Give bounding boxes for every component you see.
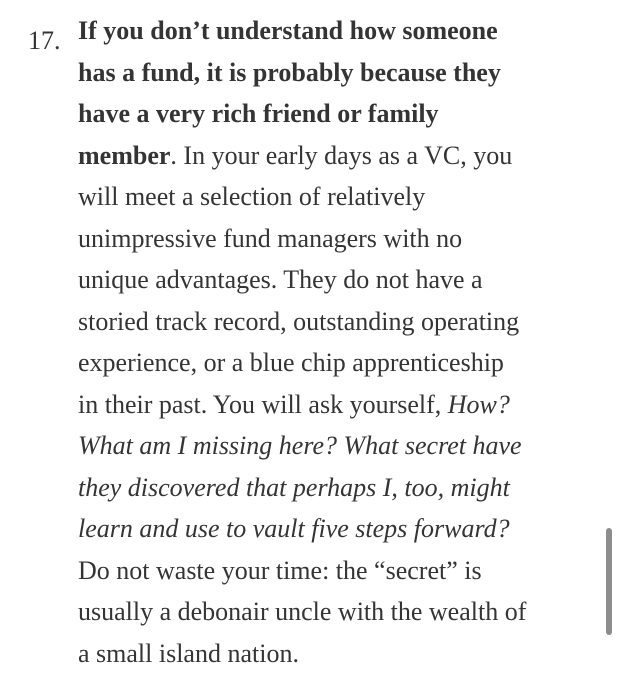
- text-line: [78, 301, 588, 343]
- text-segment-bold: member: [78, 140, 171, 170]
- text-line: [78, 425, 588, 467]
- text-segment-regular: experience, or a blue chip apprenticeship: [78, 348, 504, 377]
- text-line: [78, 135, 588, 177]
- text-segment-regular: . In your early days as a VC, you: [170, 140, 513, 170]
- text-segment-regular: usually a debonair uncle with the wealth of: [78, 597, 527, 626]
- text-segment-regular: Do not waste your time: the “secret” is: [78, 555, 482, 585]
- text-segment-italic: learn and use to vault five steps forward?: [78, 514, 510, 543]
- text-line: [78, 10, 588, 52]
- scrollbar-thumb[interactable]: [606, 528, 612, 635]
- text-line: [78, 633, 588, 675]
- text-line: [78, 508, 588, 550]
- list-item-17: [0, 10, 618, 674]
- text-segment-regular: will meet a selection of relatively: [78, 182, 426, 211]
- text-segment-bold: has a fund, it is probably because they: [78, 57, 501, 87]
- paragraph-lines: [78, 10, 588, 674]
- text-line: [78, 591, 588, 633]
- text-segment-regular: in their past. You will ask yourself,: [78, 389, 448, 419]
- text-segment-regular: storied track record, outstanding operating: [78, 306, 520, 336]
- list-number: 17.: [28, 26, 61, 55]
- text-line: [78, 52, 588, 94]
- text-segment-bold: have a very rich friend or family: [78, 99, 439, 128]
- text-segment-italic: How?: [447, 389, 510, 419]
- text-line: [78, 550, 588, 592]
- paragraph: [78, 10, 588, 674]
- text-line: [78, 467, 588, 509]
- text-segment-bold: If you don’t understand how someone: [78, 16, 498, 45]
- text-line: [78, 259, 588, 301]
- text-line: [78, 176, 588, 218]
- text-segment-regular: a small island nation.: [78, 638, 299, 668]
- text-segment-regular: unique advantages. They do not have a: [78, 265, 483, 294]
- text-line: [78, 93, 588, 135]
- text-line: [78, 342, 588, 384]
- text-segment-italic: What am I missing here? What secret have: [78, 431, 522, 460]
- text-line: [78, 218, 588, 260]
- text-line: [78, 384, 588, 426]
- text-segment-regular: unimpressive fund managers with no: [78, 223, 463, 253]
- text-segment-italic: they discovered that perhaps I, too, might: [78, 472, 510, 502]
